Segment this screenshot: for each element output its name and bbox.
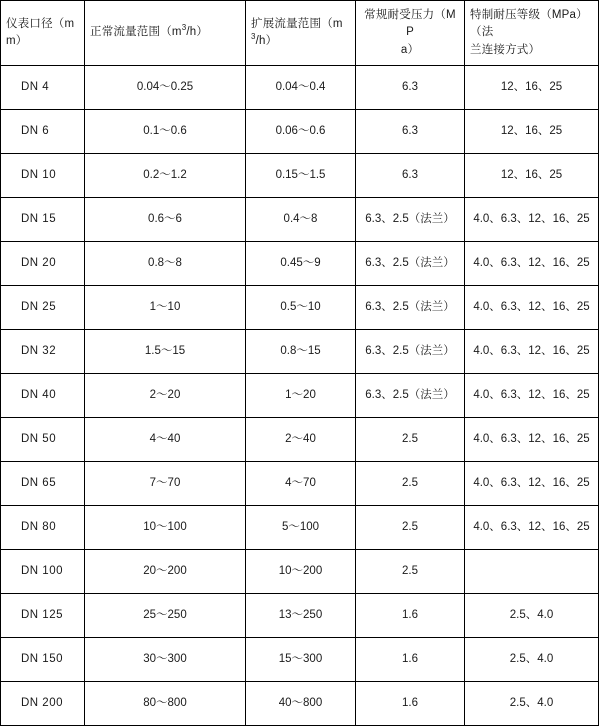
cell-extended-flow: 15～300 — [246, 638, 356, 682]
cell-normal-flow: 25～250 — [85, 594, 246, 638]
cell-normal-flow: 10～100 — [85, 506, 246, 550]
header-row — [1, 1, 599, 66]
column-header-normal-flow-pre: 正常流量范围（m — [90, 26, 182, 39]
column-header-standard-pressure — [356, 1, 465, 66]
cell-special-pressure: 2.5、4.0 — [465, 594, 599, 638]
cell-standard-pressure: 6.3 — [356, 110, 465, 154]
column-header-normal-flow-sup: 3 — [181, 23, 187, 33]
column-header-standard-pressure-line2: a） — [400, 43, 420, 56]
cell-normal-flow: 0.6～6 — [85, 198, 246, 242]
column-header-diameter-line1: 仪表口径（m — [6, 17, 75, 30]
cell-normal-flow: 20～200 — [85, 550, 246, 594]
table-row — [1, 66, 599, 110]
cell-special-pressure — [465, 550, 599, 594]
cell-extended-flow: 13～250 — [246, 594, 356, 638]
cell-special-pressure: 4.0、6.3、12、16、25 — [465, 462, 599, 506]
column-header-normal-flow — [85, 1, 246, 66]
cell-standard-pressure: 2.5 — [356, 462, 465, 506]
column-header-special-pressure — [465, 1, 599, 66]
column-header-diameter-line2: m） — [6, 35, 28, 47]
cell-special-pressure: 4.0、6.3、12、16、25 — [465, 198, 599, 242]
cell-normal-flow: 0.1～0.6 — [85, 110, 246, 154]
cell-standard-pressure: 6.3、2.5（法兰） — [356, 374, 465, 418]
cell-diameter: DN 65 — [1, 462, 85, 506]
table-row — [1, 330, 599, 374]
cell-standard-pressure: 2.5 — [356, 418, 465, 462]
cell-extended-flow: 40～800 — [246, 682, 356, 726]
cell-diameter: DN 20 — [1, 242, 85, 286]
cell-standard-pressure: 6.3、2.5（法兰） — [356, 330, 465, 374]
column-header-extended-flow — [246, 1, 356, 66]
cell-special-pressure: 12、16、25 — [465, 110, 599, 154]
cell-extended-flow: 0.4～8 — [246, 198, 356, 242]
table-row — [1, 198, 599, 242]
cell-diameter: DN 40 — [1, 374, 85, 418]
cell-standard-pressure: 2.5 — [356, 550, 465, 594]
cell-normal-flow: 0.8～8 — [85, 242, 246, 286]
cell-extended-flow: 0.06～0.6 — [246, 110, 356, 154]
cell-normal-flow: 80～800 — [85, 682, 246, 726]
cell-standard-pressure: 6.3 — [356, 66, 465, 110]
cell-extended-flow: 5～100 — [246, 506, 356, 550]
cell-standard-pressure: 6.3 — [356, 154, 465, 198]
cell-extended-flow: 0.8～15 — [246, 330, 356, 374]
cell-special-pressure: 4.0、6.3、12、16、25 — [465, 242, 599, 286]
cell-diameter: DN 32 — [1, 330, 85, 374]
column-header-normal-flow-post: /h） — [186, 26, 209, 39]
cell-special-pressure: 4.0、6.3、12、16、25 — [465, 506, 599, 550]
cell-extended-flow: 1～20 — [246, 374, 356, 418]
table-header — [1, 1, 599, 66]
cell-diameter: DN 25 — [1, 286, 85, 330]
cell-special-pressure: 4.0、6.3、12、16、25 — [465, 286, 599, 330]
cell-extended-flow: 4～70 — [246, 462, 356, 506]
cell-special-pressure: 12、16、25 — [465, 66, 599, 110]
cell-diameter: DN 125 — [1, 594, 85, 638]
cell-extended-flow: 2～40 — [246, 418, 356, 462]
cell-special-pressure: 12、16、25 — [465, 154, 599, 198]
cell-extended-flow: 10～200 — [246, 550, 356, 594]
column-header-standard-pressure-line1: 常规耐受压力（MP — [364, 9, 456, 39]
cell-diameter: DN 80 — [1, 506, 85, 550]
cell-diameter: DN 150 — [1, 638, 85, 682]
column-header-special-pressure-line1: 特制耐压等级（MPa）（法 — [470, 9, 588, 39]
cell-normal-flow: 1.5～15 — [85, 330, 246, 374]
cell-normal-flow: 0.2～1.2 — [85, 154, 246, 198]
cell-extended-flow: 0.45～9 — [246, 242, 356, 286]
table-row — [1, 682, 599, 726]
table-row — [1, 462, 599, 506]
column-header-special-pressure-line2: 兰连接方式） — [470, 43, 541, 56]
cell-standard-pressure: 1.6 — [356, 594, 465, 638]
table-row — [1, 550, 599, 594]
cell-special-pressure: 4.0、6.3、12、16、25 — [465, 418, 599, 462]
cell-extended-flow: 0.5～10 — [246, 286, 356, 330]
cell-normal-flow: 7～70 — [85, 462, 246, 506]
cell-standard-pressure: 6.3、2.5（法兰） — [356, 242, 465, 286]
cell-standard-pressure: 6.3、2.5（法兰） — [356, 198, 465, 242]
cell-normal-flow: 0.04～0.25 — [85, 66, 246, 110]
cell-standard-pressure: 6.3、2.5（法兰） — [356, 286, 465, 330]
cell-special-pressure: 2.5、4.0 — [465, 682, 599, 726]
table-row — [1, 374, 599, 418]
table-row — [1, 110, 599, 154]
cell-normal-flow: 4～40 — [85, 418, 246, 462]
cell-special-pressure: 2.5、4.0 — [465, 638, 599, 682]
cell-diameter: DN 50 — [1, 418, 85, 462]
cell-diameter: DN 15 — [1, 198, 85, 242]
table-row — [1, 154, 599, 198]
cell-diameter: DN 6 — [1, 110, 85, 154]
table-body — [1, 66, 599, 726]
column-header-diameter — [1, 1, 85, 66]
column-header-extended-flow-post: /h） — [255, 35, 278, 47]
table-row — [1, 242, 599, 286]
table-row — [1, 418, 599, 462]
column-header-extended-flow-pre: 扩展流量范围（m — [251, 17, 343, 30]
cell-normal-flow: 30～300 — [85, 638, 246, 682]
cell-extended-flow: 0.15～1.5 — [246, 154, 356, 198]
cell-special-pressure: 4.0、6.3、12、16、25 — [465, 374, 599, 418]
cell-diameter: DN 4 — [1, 66, 85, 110]
cell-standard-pressure: 2.5 — [356, 506, 465, 550]
cell-diameter: DN 200 — [1, 682, 85, 726]
cell-standard-pressure: 1.6 — [356, 682, 465, 726]
cell-special-pressure: 4.0、6.3、12、16、25 — [465, 330, 599, 374]
table-row — [1, 506, 599, 550]
cell-diameter: DN 10 — [1, 154, 85, 198]
table-row — [1, 594, 599, 638]
cell-extended-flow: 0.04～0.4 — [246, 66, 356, 110]
column-header-extended-flow-sup: 3 — [251, 32, 256, 42]
cell-normal-flow: 2～20 — [85, 374, 246, 418]
cell-normal-flow: 1～10 — [85, 286, 246, 330]
cell-diameter: DN 100 — [1, 550, 85, 594]
cell-standard-pressure: 1.6 — [356, 638, 465, 682]
table-row — [1, 286, 599, 330]
